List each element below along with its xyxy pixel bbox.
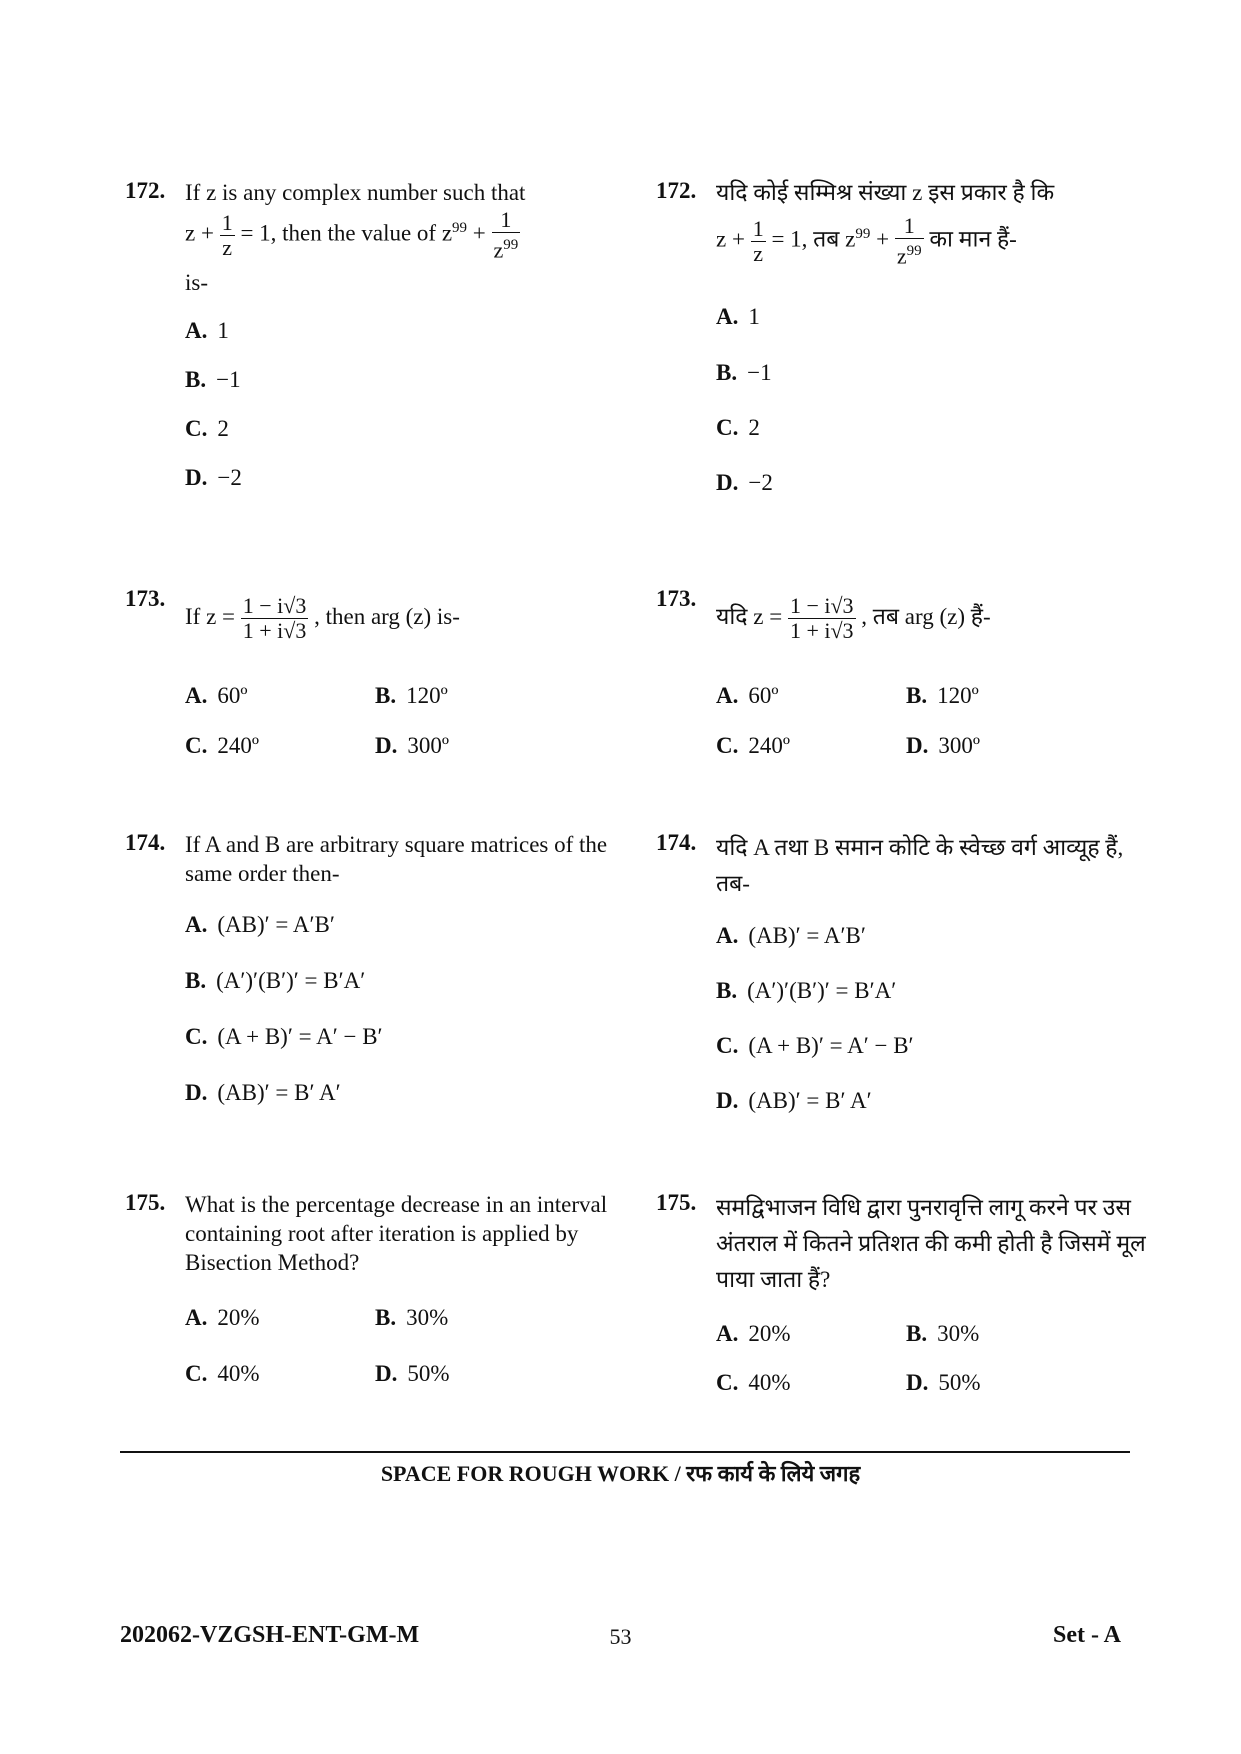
question-number: 174. bbox=[125, 830, 166, 855]
question-number: 172. bbox=[125, 178, 166, 203]
option-c[interactable]: C. 240º bbox=[185, 733, 260, 758]
rough-work-heading: SPACE FOR ROUGH WORK / रफ कार्य के लिये जगह bbox=[380, 1461, 861, 1486]
option-c[interactable]: C. 2 bbox=[185, 416, 229, 441]
option-d[interactable]: D. −2 bbox=[185, 465, 242, 490]
equation: z + $\frac{1}{z}$ = 1, तब $z^{99}$ + $\frac{1}{z^{99}}$ का मान हैं- bbox=[716, 213, 1017, 269]
option-d[interactable]: D. −2 bbox=[716, 470, 773, 495]
option-b[interactable]: B. 30% bbox=[375, 1305, 449, 1330]
question-text: If z is any complex number such that bbox=[185, 180, 526, 205]
question-number: 173. bbox=[656, 586, 697, 611]
fraction: $\frac{1 - i√3}{1 + i√3}$ bbox=[242, 593, 307, 643]
option-b[interactable]: B. (A′)′(B′)′ = B′A′ bbox=[716, 978, 897, 1003]
page-number: 53 bbox=[609, 1624, 632, 1649]
option-d[interactable]: D. 300º bbox=[906, 733, 981, 758]
question-text: If A and B are arbitrary square matrices of the same order then- bbox=[185, 832, 608, 886]
fraction: $\frac{1}{z}$ bbox=[752, 215, 764, 266]
question-number: 175. bbox=[656, 1190, 697, 1215]
fraction: $\frac{1}{z^{99}}$ bbox=[493, 207, 519, 263]
option-b[interactable]: B. 120º bbox=[906, 683, 979, 708]
option-b[interactable]: B. −1 bbox=[185, 367, 241, 392]
divider bbox=[120, 1451, 1130, 1453]
option-a[interactable]: A. (AB)′ = A′B′ bbox=[185, 912, 335, 937]
question-text: यदि कोई सम्मिश्र संख्या z इस प्रकार है कि bbox=[716, 180, 1055, 205]
option-a[interactable]: A. 20% bbox=[185, 1305, 260, 1330]
option-a[interactable]: A. 20% bbox=[716, 1321, 791, 1346]
option-d[interactable]: D. 50% bbox=[906, 1370, 981, 1395]
equation: यदि z = $\frac{1 - i√3}{1 + i√3}$ , तब arg (z) हैं- bbox=[716, 593, 991, 643]
question-text: What is the percentage decrease in an interval containing root after iteration is applied by Bisection Method? bbox=[185, 1192, 608, 1275]
fraction: $\frac{1}{z}$ bbox=[221, 209, 233, 260]
option-c[interactable]: C. (A + B)′ = A′ − B′ bbox=[185, 1024, 383, 1049]
question-number: 173. bbox=[125, 586, 166, 611]
option-b[interactable]: B. (A′)′(B′)′ = B′A′ bbox=[185, 968, 366, 993]
option-c[interactable]: C. 40% bbox=[185, 1361, 260, 1386]
question-text: समद्विभाजन विधि द्वारा पुनरावृत्ति लागू करने पर उस अंतराल में कितने प्रतिशत की कमी होती है जिसमें मूल पाया जाता हैं? bbox=[716, 1195, 1146, 1292]
equation: If z = $\frac{1 - i√3}{1 + i√3}$ , then arg (z) is- bbox=[185, 593, 460, 643]
option-d[interactable]: D. 300º bbox=[375, 733, 450, 758]
question-number: 174. bbox=[656, 830, 697, 855]
fraction: $\frac{1 - i√3}{1 + i√3}$ bbox=[789, 593, 854, 643]
question-text: यदि A तथा B समान कोटि के स्वेच्छ वर्ग आव्यूह हैं, तब- bbox=[716, 835, 1124, 896]
option-d[interactable]: D. (AB)′ = B′ A′ bbox=[185, 1080, 341, 1105]
option-a[interactable]: A. 1 bbox=[716, 304, 760, 329]
question-number: 172. bbox=[656, 178, 697, 203]
option-b[interactable]: B. 30% bbox=[906, 1321, 980, 1346]
option-a[interactable]: A. 60º bbox=[716, 683, 779, 708]
option-a[interactable]: A. (AB)′ = A′B′ bbox=[716, 923, 866, 948]
set-label: Set - A bbox=[1053, 1622, 1121, 1648]
question-tail: is- bbox=[185, 270, 208, 295]
fraction: $\frac{1}{z^{99}}$ bbox=[896, 213, 922, 269]
option-c[interactable]: C. 40% bbox=[716, 1370, 791, 1395]
option-c[interactable]: C. (A + B)′ = A′ − B′ bbox=[716, 1033, 914, 1058]
option-c[interactable]: C. 240º bbox=[716, 733, 791, 758]
option-c[interactable]: C. 2 bbox=[716, 415, 760, 440]
equation: z + $\frac{1}{z}$ = 1, then the value of $z^{99}$ + $\frac{1}{z^{99}}$ bbox=[185, 207, 519, 263]
option-a[interactable]: A. 1 bbox=[185, 318, 229, 343]
option-d[interactable]: D. (AB)′ = B′ A′ bbox=[716, 1088, 872, 1113]
question-number: 175. bbox=[125, 1190, 166, 1215]
option-a[interactable]: A. 60º bbox=[185, 683, 248, 708]
option-b[interactable]: B. −1 bbox=[716, 360, 772, 385]
option-b[interactable]: B. 120º bbox=[375, 683, 448, 708]
paper-code: 202062-VZGSH-ENT-GM-M bbox=[120, 1622, 420, 1648]
option-d[interactable]: D. 50% bbox=[375, 1361, 450, 1386]
